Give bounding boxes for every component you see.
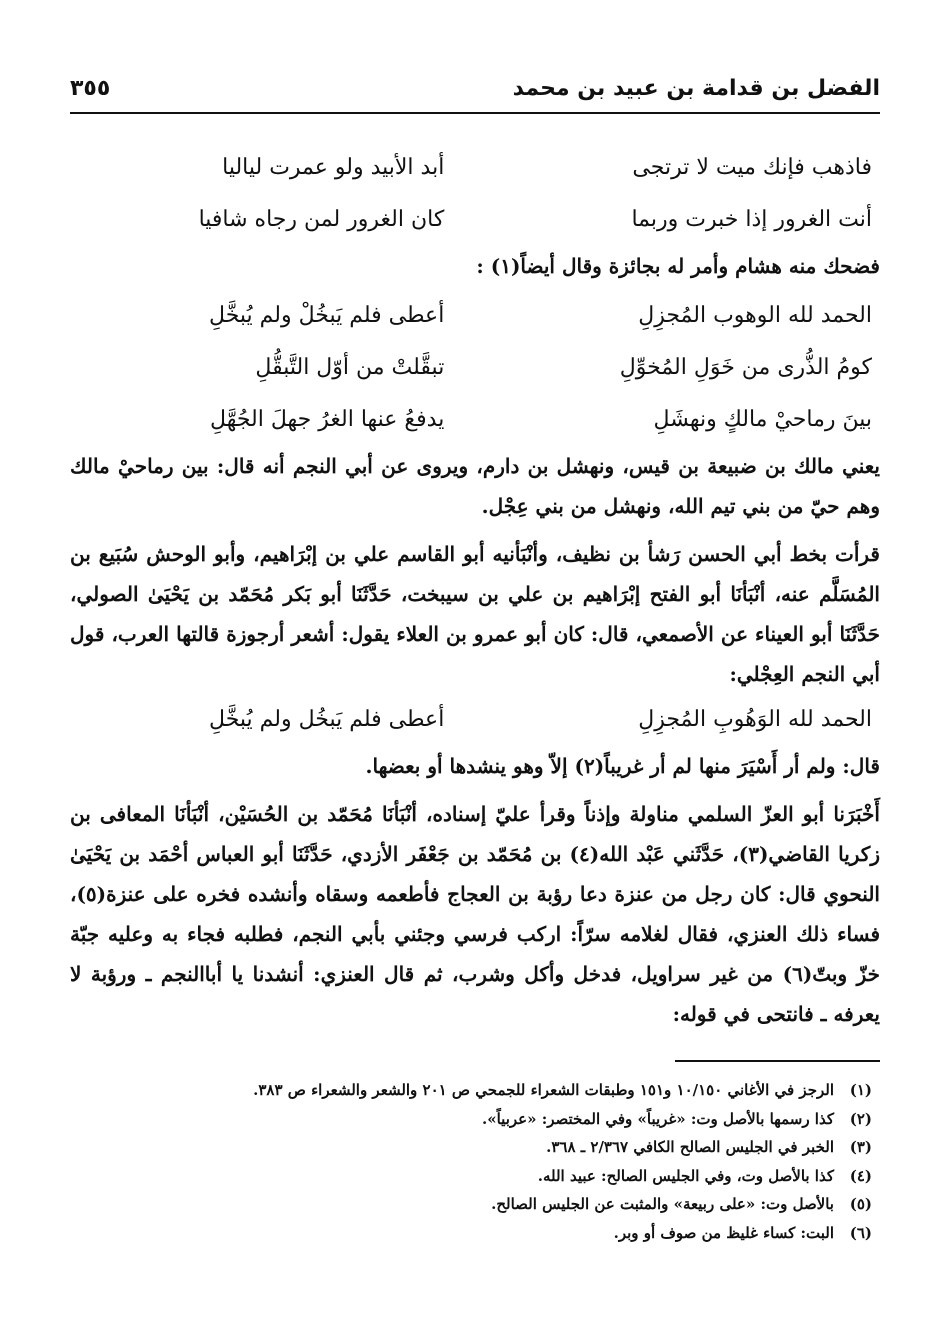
- verse-first-hemistich: فاذهب فإنك ميت لا ترتجى: [632, 155, 872, 180]
- page-body: [70, 142, 880, 1034]
- page-number: ٣٥٥: [70, 76, 111, 101]
- footnote: [70, 1105, 880, 1134]
- verse-line: [70, 194, 880, 246]
- paragraph-text: بخط أبي الحسن رَشأ بن نظيف، وأنْبَأنيه أبو القاسم علي بن إبْرَاهيم، وأبو الوحش سُبَيع بن المُسَلَّم عنه، أنْبَأنَا أبو الفتح إبْرَاهيم بن علي بن سيبخت، حَدَّثَنَا أبو بَكر مُحَمّد بن يَحْيَىٰ الصولي، حَدَّثَنَا أبو العيناء عن الأصمعي، قال: كان أبو عمرو بن العلاء يقول: أشعر أرجوزة قالتها العرب، قول أبي النجم العِجْلي:: [70, 542, 880, 686]
- footnote-number: (٣): [849, 1138, 872, 1156]
- paragraph-text: أبو العزّ السلمي مناولة وإذناً وقرأ عليّ إسناده، أنْبَأنَا مُحَمّد بن الحُسَيْن، أنْبَأنَا المعافى بن زكريا القاضي(٣)، حَدَّثَني عَبْد الله(٤) بن مُحَمّد بن جَعْفَر الأزدي، حَدَّثَنَا أبو العباس أحْمَد بن يَحْيَىٰ النحوي قال: كان رجل من عنزة دعا رؤبة بن العجاج فأطعمه وسقاه وأنشده فخره على عنزة(٥)، فساء ذلك العنزي، فقال لغلامه سرّاً: اركب فرسي وجئني بأبي النجم، فطلبه فجاء به وعليه جبّة خزّ وبتّ(٦) من غير سراويل، فدخل وأكل وشرب، ثم قال العنزي: أنشدنا يا أباالنجم ـ ورؤبة لا يعرفه ـ فانتحى في قوله:: [70, 802, 881, 1026]
- verse-line: [70, 290, 880, 342]
- footnote: [70, 1190, 880, 1219]
- verse-second-hemistich: كان الغرور لمن رجاه شافيا: [198, 207, 445, 232]
- footnote: [70, 1133, 880, 1162]
- verse-line: [70, 394, 880, 446]
- verse-second-hemistich: أعطى فلم يَبخُل ولم يُبخَّلِ: [209, 707, 445, 732]
- verse-first-hemistich: أنت الغرور إذا خبرت وربما: [631, 207, 872, 232]
- paragraph-lead-word: أَخْبَرَنا: [833, 802, 880, 826]
- footnote-text: كذا رسمها بالأصل وت: «غريباً» وفي المختصر: «عربياً».: [482, 1109, 834, 1128]
- footnote-divider: [675, 1060, 880, 1062]
- verse-second-hemistich: يدفعُ عنها الغرُ جهلَ الجُهَّلِ: [210, 407, 445, 432]
- prose-paragraph: [70, 794, 880, 1034]
- footnote-number: (١): [849, 1081, 872, 1099]
- page-header: [70, 70, 880, 114]
- verse-line: [70, 142, 880, 194]
- prose-paragraph: فضحك منه هشام وأمر له بجائزة وقال أيضاً(١) :: [476, 254, 880, 278]
- paragraph-lead-word: قرأت: [835, 542, 880, 566]
- prose-paragraph: يعني مالك بن ضبيعة بن قيس، ونهشل بن دارم، ويروى عن أبي النجم أنه قال: بين رماحيْ مالك وهم حيّ من بني تيم الله، ونهشل من بني عِجْل.: [70, 454, 880, 518]
- verse-line: [70, 694, 880, 746]
- verse-second-hemistich: أعطى فلم يَبخُلْ ولم يُبخَّلِ: [209, 303, 445, 328]
- footnote: [70, 1162, 880, 1191]
- footnote-text: بالأصل وت: «على ربيعة» والمثبت عن الجليس الصالح.: [491, 1195, 834, 1213]
- verse-first-hemistich: كومُ الذُّرى من خَوَلِ المُخوِّلِ: [619, 355, 872, 380]
- verse-first-hemistich: الحمد لله الوَهُوبِ المُجزِلِ: [638, 707, 872, 732]
- footnote-number: (٦): [849, 1223, 872, 1242]
- footnote: [70, 1076, 880, 1105]
- footnote: [70, 1219, 880, 1248]
- verse-first-hemistich: بينَ رماحيْ مالكٍ ونهشَلِ: [653, 407, 872, 432]
- footnote-text: الرجز في الأغاني ١٠/١٥٠ و١٥١ وطبقات الشعراء للجمحي ص ٢٠١ والشعر والشعراء ص ٣٨٣.: [253, 1081, 834, 1099]
- footnote-number: (٥): [849, 1195, 872, 1213]
- footnote-text: البت: كساء غليظ من صوف أو وبر.: [613, 1223, 834, 1242]
- verse-first-hemistich: الحمد لله الوهوب المُجزِلِ: [638, 303, 872, 328]
- running-title: الفضل بن قدامة بن عبيد بن محمد: [512, 76, 880, 101]
- footnote-number: (٢): [849, 1109, 872, 1128]
- verse-second-hemistich: تبقَّلتْ من أوّل التَّبقُّلِ: [255, 355, 445, 380]
- footnote-number: (٤): [849, 1166, 872, 1185]
- verse-line: [70, 342, 880, 394]
- verse-second-hemistich: أبد الأبيد ولو عمرت لياليا: [222, 155, 445, 180]
- footnote-text: الخبر في الجليس الصالح الكافي ٢/٣٦٧ ـ ٣٦٨.: [546, 1138, 834, 1156]
- footnote-text: كذا بالأصل وت، وفي الجليس الصالح: عبيد الله.: [537, 1166, 834, 1185]
- footnotes: [70, 1060, 880, 1247]
- prose-paragraph: [70, 534, 880, 694]
- prose-paragraph: قال: ولم أر أَسْيَرَ منها لم أر غريباً(٢) إلاّ وهو ينشدها أو بعضها.: [365, 754, 880, 778]
